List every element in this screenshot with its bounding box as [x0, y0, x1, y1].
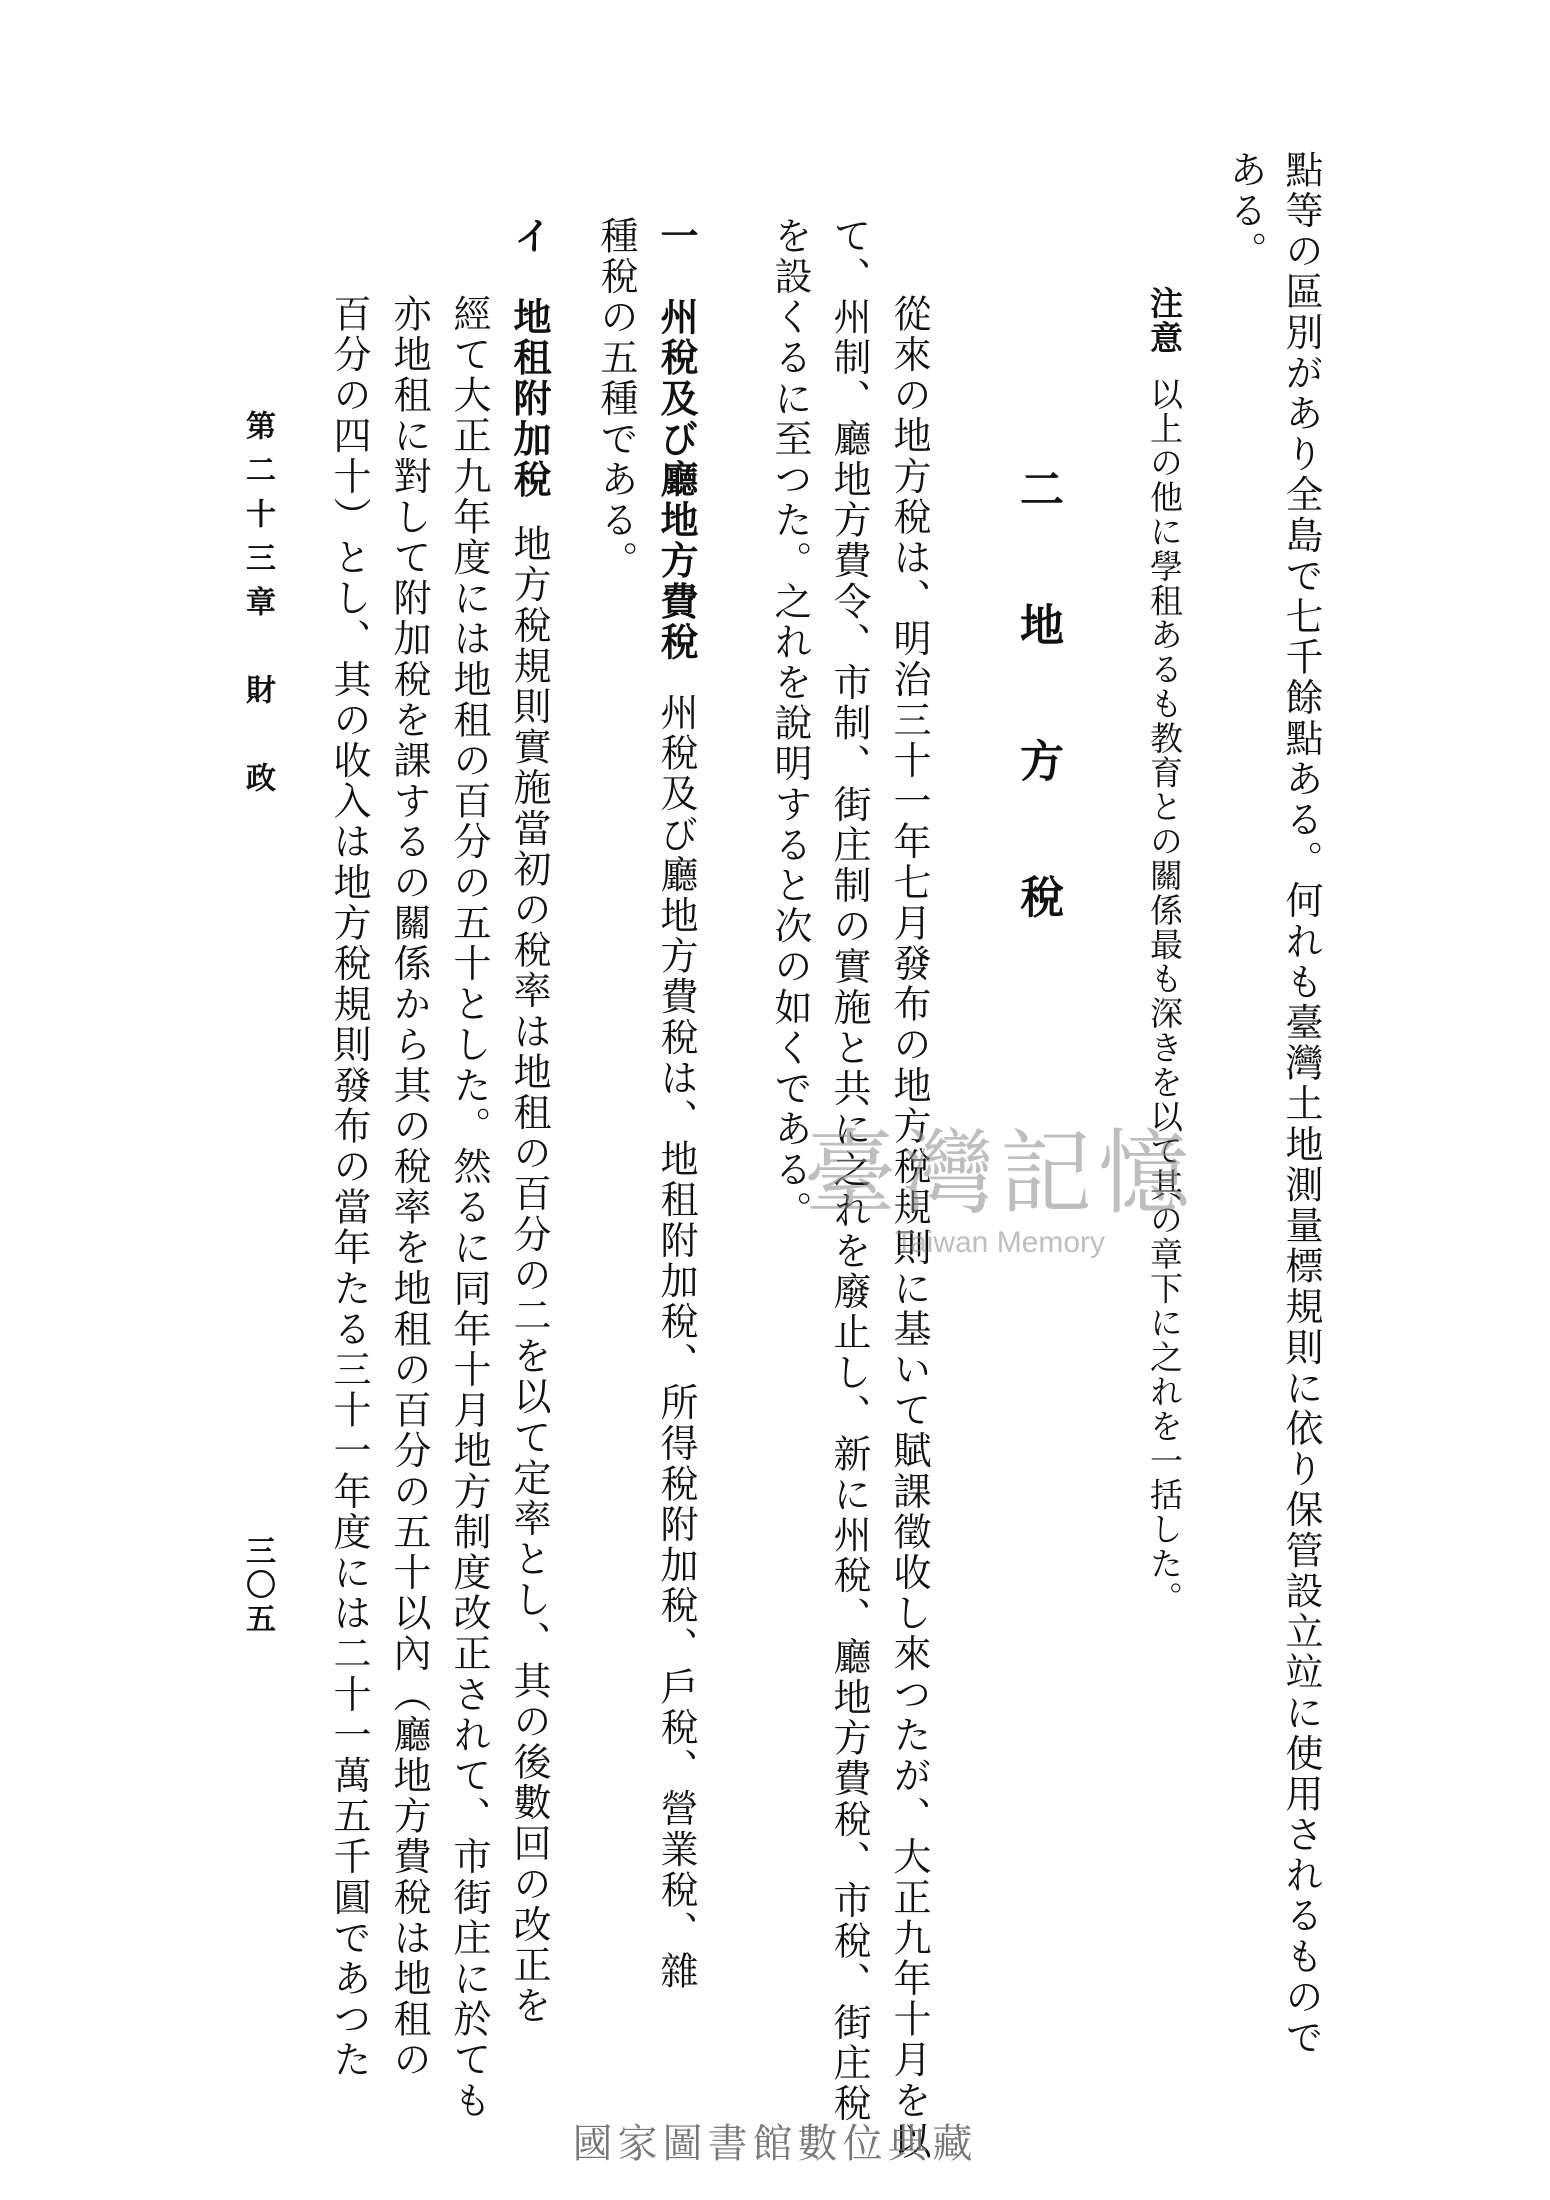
subsection-1-text: 州稅及び廳地方費稅は、地租附加稅、所得稅附加稅、戶稅、營業稅、雜 [654, 692, 698, 1992]
subsection-1-line-2: 種稅の五種である。 [594, 216, 638, 582]
subsection-2-line-3: 亦地租に對して附加稅を課するの關係から其の稅率を地租の百分の五十以內（廳地方費稅は地租の [387, 294, 431, 2081]
subsection-2-heading: イ 地租附加稅 [507, 216, 552, 501]
subsection-1-line-1 [654, 216, 699, 1992]
subsection-2-text: 地方稅規則實施當初の稅率は地租の百分の二を以て定率とし、其の後數回の改正を [507, 524, 551, 2027]
subsection-2-line-1 [507, 216, 552, 2027]
text-line-2: ある。 [1223, 150, 1267, 272]
subsection-1-heading: 一 州稅及び廳地方費稅 [654, 216, 699, 663]
subsection-2-line-4: 百分の四十）とし、其の收入は地方稅規則發布の當年たる三十一年度には二十一萬五千圓であつた [327, 294, 371, 2081]
watermark-chinese: 臺灣記憶 [803, 1120, 1196, 1227]
note-label: 注意 [1145, 286, 1184, 355]
paragraph-1-line-2: て、州制、廳地方費令、市制、街庄制の實施と共に之れを廢止し、新に州稅、廳地方費稅、市稅、街庄稅 [827, 216, 871, 2125]
page-number: 三〇五 [240, 1535, 275, 1637]
watermark-english: Taiwan Memory [894, 1226, 1106, 1259]
note-line [1145, 286, 1184, 1616]
library-credit: 國家圖書館數位典藏 [572, 2121, 978, 2167]
paragraph-1-line-3: を設くるに至つた。之れを說明すると次の如くである。 [768, 216, 812, 1231]
section-heading: 二 地 方 稅 [1012, 466, 1063, 942]
text-line-1: 點等の區別があり全島で七千餘點ある。何れも臺灣土地測量標規則に依り保管設立竝に使用されるもので [1279, 150, 1323, 2059]
watermark [760, 1100, 1240, 1290]
running-footer-chapter: 第二十三章 財 政 [240, 410, 275, 806]
note-text: 以上の他に學租あるも教育との關係最も深きを以て其の章下に之れを一括した。 [1145, 376, 1184, 1616]
paragraph-1-line-1: 從來の地方稅は、明治三十一年七月發布の地方稅規則に基いて賦課徵收し來つたが、大正九年十月を以 [887, 294, 931, 2162]
subsection-2-line-2: 經て大正九年度には地租の百分の五十とした。然るに同年十月地方制度改正されて、市街庄に於ても [447, 294, 491, 2121]
